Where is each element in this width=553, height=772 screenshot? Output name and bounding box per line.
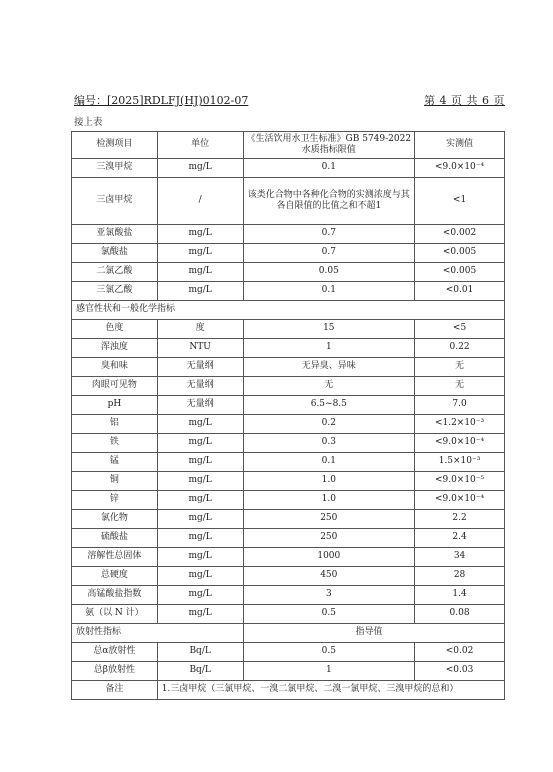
table-row [72,510,505,529]
cell-item: 铝 [72,415,158,434]
cell-result: 1.5×10⁻³ [415,453,505,472]
remark-row [72,681,505,700]
cell-result: <1.2×10⁻³ [415,415,505,434]
table-row [72,339,505,358]
cell-limit: 250 [243,510,415,529]
cell-limit: 1.0 [243,472,415,491]
cell-item: 氯化物 [72,510,158,529]
table-row [72,548,505,567]
cell-result: 2.4 [415,529,505,548]
remark-text: 1.三卤甲烷（三氯甲烷、一溴二氯甲烷、二溴一氯甲烷、三溴甲烷的总和） [157,681,504,700]
col-header-result: 实测值 [415,132,505,159]
cell-result: <1 [415,178,505,225]
table-row [72,529,505,548]
col-header-unit: 单位 [157,132,243,159]
cell-result: 7.0 [415,396,505,415]
cell-limit: 0.05 [243,263,415,282]
cell-result: <9.0×10⁻⁴ [415,434,505,453]
section-row [72,301,505,320]
cell-result: <0.005 [415,263,505,282]
cell-unit: mg/L [157,605,243,624]
page-header [74,92,505,108]
cell-limit: 0.7 [243,244,415,263]
cell-limit: 0.2 [243,415,415,434]
cell-result: 无 [415,377,505,396]
table-row [72,472,505,491]
cell-unit: mg/L [157,510,243,529]
cell-item: 亚氯酸盐 [72,225,158,244]
cell-result: <0.002 [415,225,505,244]
remark-label: 备注 [72,681,158,700]
cell-item: 三卤甲烷 [72,178,158,225]
cell-item: 铁 [72,434,158,453]
cell-limit: 0.1 [243,453,415,472]
cell-item: 臭和味 [72,358,158,377]
cell-unit: / [157,178,243,225]
table-row [72,244,505,263]
cell-unit: mg/L [157,263,243,282]
results-table [71,131,505,700]
cell-limit: 0.1 [243,282,415,301]
section-title: 感官性状和一般化学指标 [72,301,505,320]
cell-limit: 15 [243,320,415,339]
table-row [72,643,505,662]
cell-unit: mg/L [157,472,243,491]
cell-item: pH [72,396,158,415]
table-row [72,396,505,415]
cell-unit: Bq/L [157,643,243,662]
cell-item: 肉眼可见物 [72,377,158,396]
cell-result: <9.0×10⁻⁵ [415,472,505,491]
table-row [72,320,505,339]
cell-unit: Bq/L [157,662,243,681]
cell-unit: mg/L [157,453,243,472]
table-row [72,662,505,681]
cell-result: <0.02 [415,643,505,662]
table-row [72,159,505,178]
section-title: 放射性指标 [72,624,244,643]
cell-result: <0.01 [415,282,505,301]
cell-limit: 3 [243,586,415,605]
table-row [72,377,505,396]
cell-unit: 无量纲 [157,377,243,396]
cell-result: 34 [415,548,505,567]
table-row [72,434,505,453]
table-row [72,586,505,605]
cell-item: 硫酸盐 [72,529,158,548]
cell-result: <0.03 [415,662,505,681]
cell-item: 三溴甲烷 [72,159,158,178]
cell-item: 锌 [72,491,158,510]
cell-limit: 1000 [243,548,415,567]
cell-limit: 250 [243,529,415,548]
cell-item: 总β放射性 [72,662,158,681]
table-row [72,605,505,624]
cell-limit: 无异臭、异味 [243,358,415,377]
cell-result: <0.005 [415,244,505,263]
table-row [72,453,505,472]
table-row [72,415,505,434]
cell-result: 2.2 [415,510,505,529]
cell-unit: mg/L [157,529,243,548]
cell-item: 氨（以 N 计） [72,605,158,624]
col-header-limit: 《生活饮用水卫生标准》GB 5749-2022 水质指标限值 [243,132,415,159]
cell-unit: 无量纲 [157,358,243,377]
cell-limit: 0.3 [243,434,415,453]
cell-result: 1.4 [415,586,505,605]
cell-limit: 1 [243,662,415,681]
cell-result: 无 [415,358,505,377]
cell-unit: NTU [157,339,243,358]
cell-result: 28 [415,567,505,586]
cell-unit: mg/L [157,225,243,244]
cell-item: 三氯乙酸 [72,282,158,301]
cell-result: 0.08 [415,605,505,624]
cell-limit: 450 [243,567,415,586]
cell-item: 溶解性总固体 [72,548,158,567]
cell-limit: 0.1 [243,159,415,178]
section-row [72,624,505,643]
cell-limit: 1.0 [243,491,415,510]
table-row [72,491,505,510]
table-header-row [72,132,505,159]
cell-unit: mg/L [157,244,243,263]
table-row [72,358,505,377]
cell-unit: mg/L [157,282,243,301]
cell-result: <9.0×10⁻⁴ [415,159,505,178]
table-row [72,567,505,586]
cell-item: 高锰酸盐指数 [72,586,158,605]
cell-limit: 1 [243,339,415,358]
cell-limit: 0.5 [243,643,415,662]
cell-result: <9.0×10⁻⁴ [415,491,505,510]
cell-limit: 6.5~8.5 [243,396,415,415]
cell-item: 二氯乙酸 [72,263,158,282]
cell-result: <5 [415,320,505,339]
cell-unit: mg/L [157,491,243,510]
cell-unit: mg/L [157,434,243,453]
cell-limit: 该类化合物中各种化合物的实测浓度与其各自限值的比值之和不超1 [243,178,415,225]
continued-label: 接上表 [74,117,103,128]
cell-unit: mg/L [157,548,243,567]
report-code: 编号：[2025]RDLFJ(HJ)0102-07 [74,94,249,107]
cell-item: 锰 [72,453,158,472]
section-subtitle: 指导值 [243,624,504,643]
table-row [72,263,505,282]
table-row [72,178,505,225]
cell-item: 浑浊度 [72,339,158,358]
cell-unit: mg/L [157,586,243,605]
cell-unit: mg/L [157,567,243,586]
cell-limit: 无 [243,377,415,396]
cell-unit: 无量纲 [157,396,243,415]
cell-item: 氯酸盐 [72,244,158,263]
cell-result: 0.22 [415,339,505,358]
cell-item: 总硬度 [72,567,158,586]
cell-unit: 度 [157,320,243,339]
cell-limit: 0.7 [243,225,415,244]
col-header-item: 检测项目 [72,132,158,159]
cell-item: 铜 [72,472,158,491]
cell-item: 色度 [72,320,158,339]
table-row [72,282,505,301]
cell-unit: mg/L [157,159,243,178]
table-row [72,225,505,244]
cell-item: 总α放射性 [72,643,158,662]
cell-unit: mg/L [157,415,243,434]
page-number: 第 4 页 共 6 页 [424,94,505,107]
cell-limit: 0.5 [243,605,415,624]
